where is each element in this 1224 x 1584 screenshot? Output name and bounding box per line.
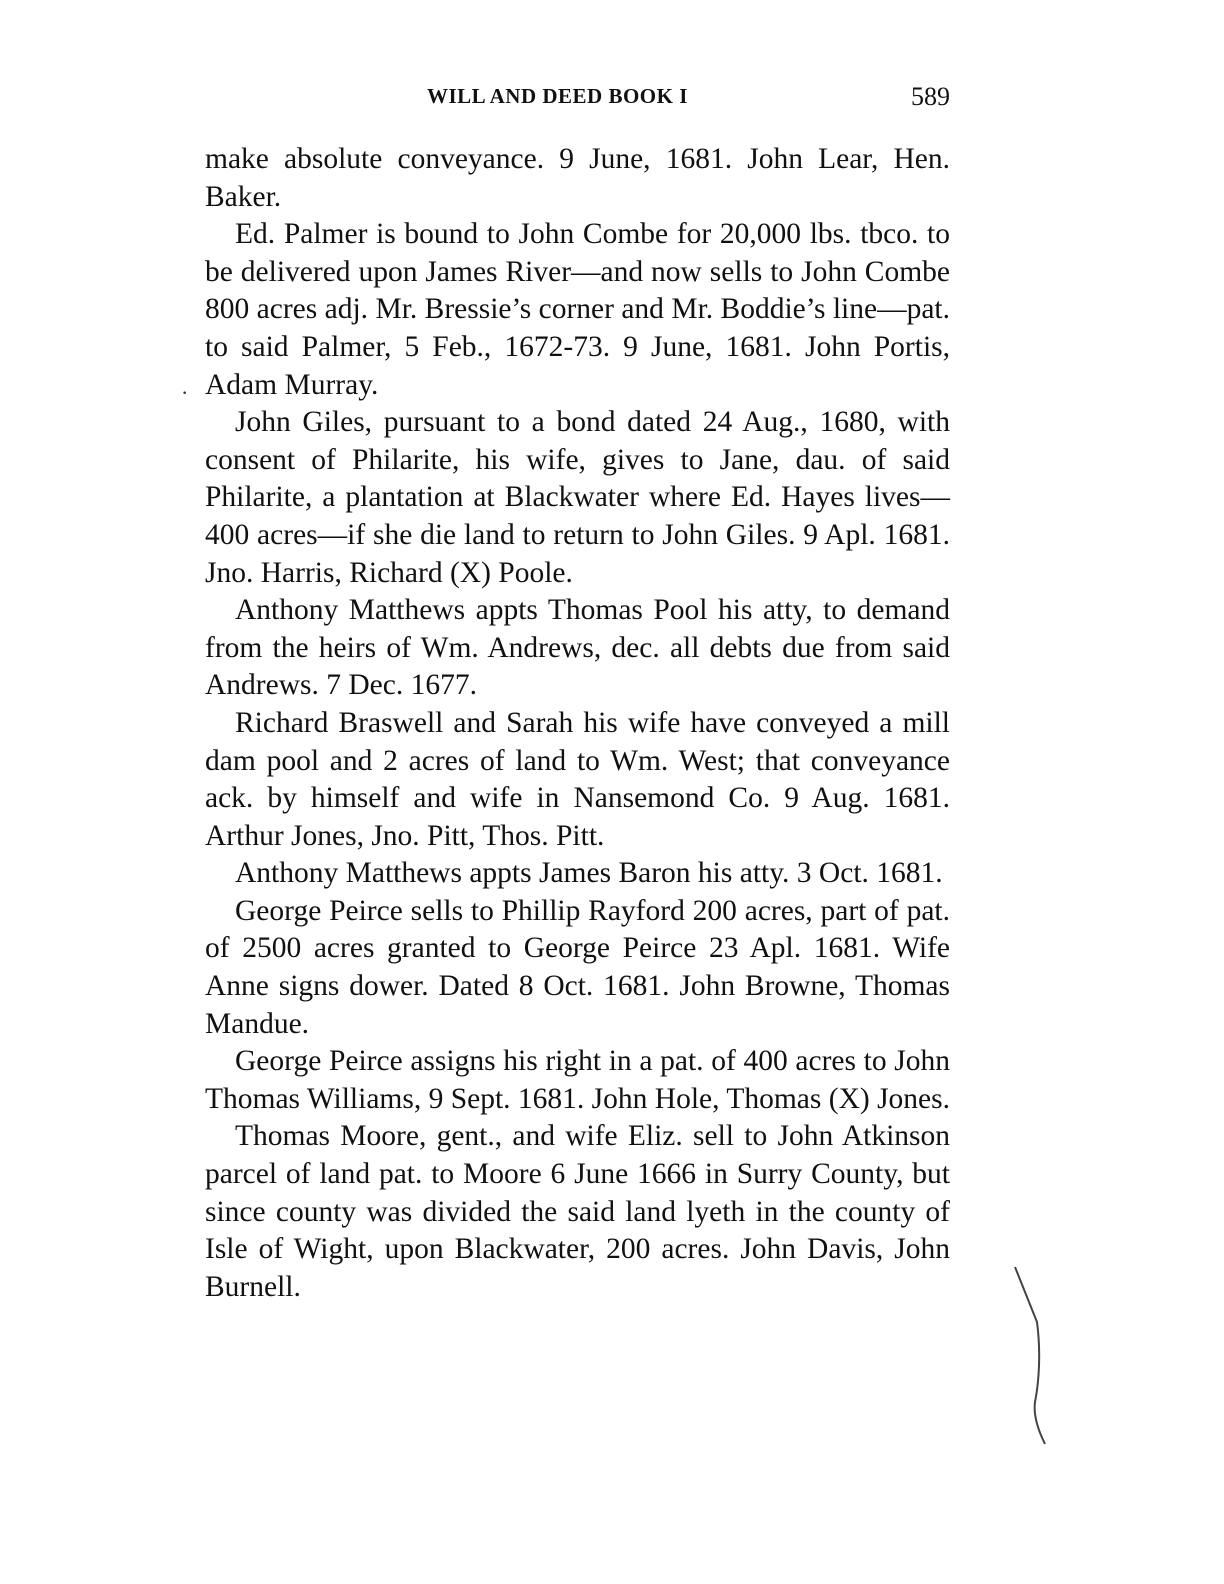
paragraph: John Giles, pursuant to a bond dated 24 Aug., 1680, with consent of Philarite, his wife, gives to Jane, dau. of said Philarite, a plantation at Blackwater where Ed. Hayes lives—400 acres—if she die land to return to John Giles. 9 Apl. 1681. Jno. Harris, Richard (X) Poole. <box>205 406 950 589</box>
running-head: WILL AND DEED BOOK I <box>427 84 688 108</box>
paragraph: Richard Braswell and Sarah his wife have conveyed a mill dam pool and 2 acres of land to Wm. West; that conveyance ack. by himself and wife in Nansemond Co. 9 Aug. 1681. Arthur Jones, Jno. Pitt, Thos. Pitt. <box>205 706 950 852</box>
paragraph: Thomas Moore, gent., and wife Eliz. sell to John Atkinson parcel of land pat. to Moore 6 June 1666 in Surry County, but since county was divided the said land lyeth in the county of Isle of Wight, upon Blackwater, 200 acres. John Davis, John Burnell. <box>205 1120 950 1303</box>
paragraph: make absolute conveyance. 9 June, 1681. John Lear, Hen. Baker. <box>205 143 950 213</box>
paragraph: George Peirce sells to Phillip Rayford 200 acres, part of pat. of 2500 acres granted to George Peirce 23 Apl. 1681. Wife Anne signs dower. Dated 8 Oct. 1681. John Browne, Thomas Mandue. <box>205 894 950 1040</box>
paragraph: Anthony Matthews appts Thomas Pool his atty, to demand from the heirs of Wm. Andrews, dec. all debts due from said Andrews. 7 Dec. 1677. <box>205 594 950 702</box>
paragraph: Anthony Matthews appts James Baron his atty. 3 Oct. 1681. <box>235 857 943 890</box>
paragraph: Ed. Palmer is bound to John Combe for 20,000 lbs. tbco. to be delivered upon James River—and now sells to John Combe 800 acres adj. Mr. Bressie’s corner and Mr. Boddie’s line—pat. to said Palmer, 5 Feb., 1672-73. 9 June, 1681. John Portis, Adam Murray. <box>205 218 950 401</box>
pencil-bracket-mark <box>1005 1262 1065 1447</box>
page-header <box>205 78 950 118</box>
page-number: 589 <box>911 82 950 111</box>
paragraph: George Peirce assigns his right in a pat. of 400 acres to John Thomas Williams, 9 Sept. 1681. John Hole, Thomas (X) Jones. <box>205 1045 951 1115</box>
page-body <box>205 141 950 1306</box>
margin-dot-mark: · <box>181 380 189 405</box>
